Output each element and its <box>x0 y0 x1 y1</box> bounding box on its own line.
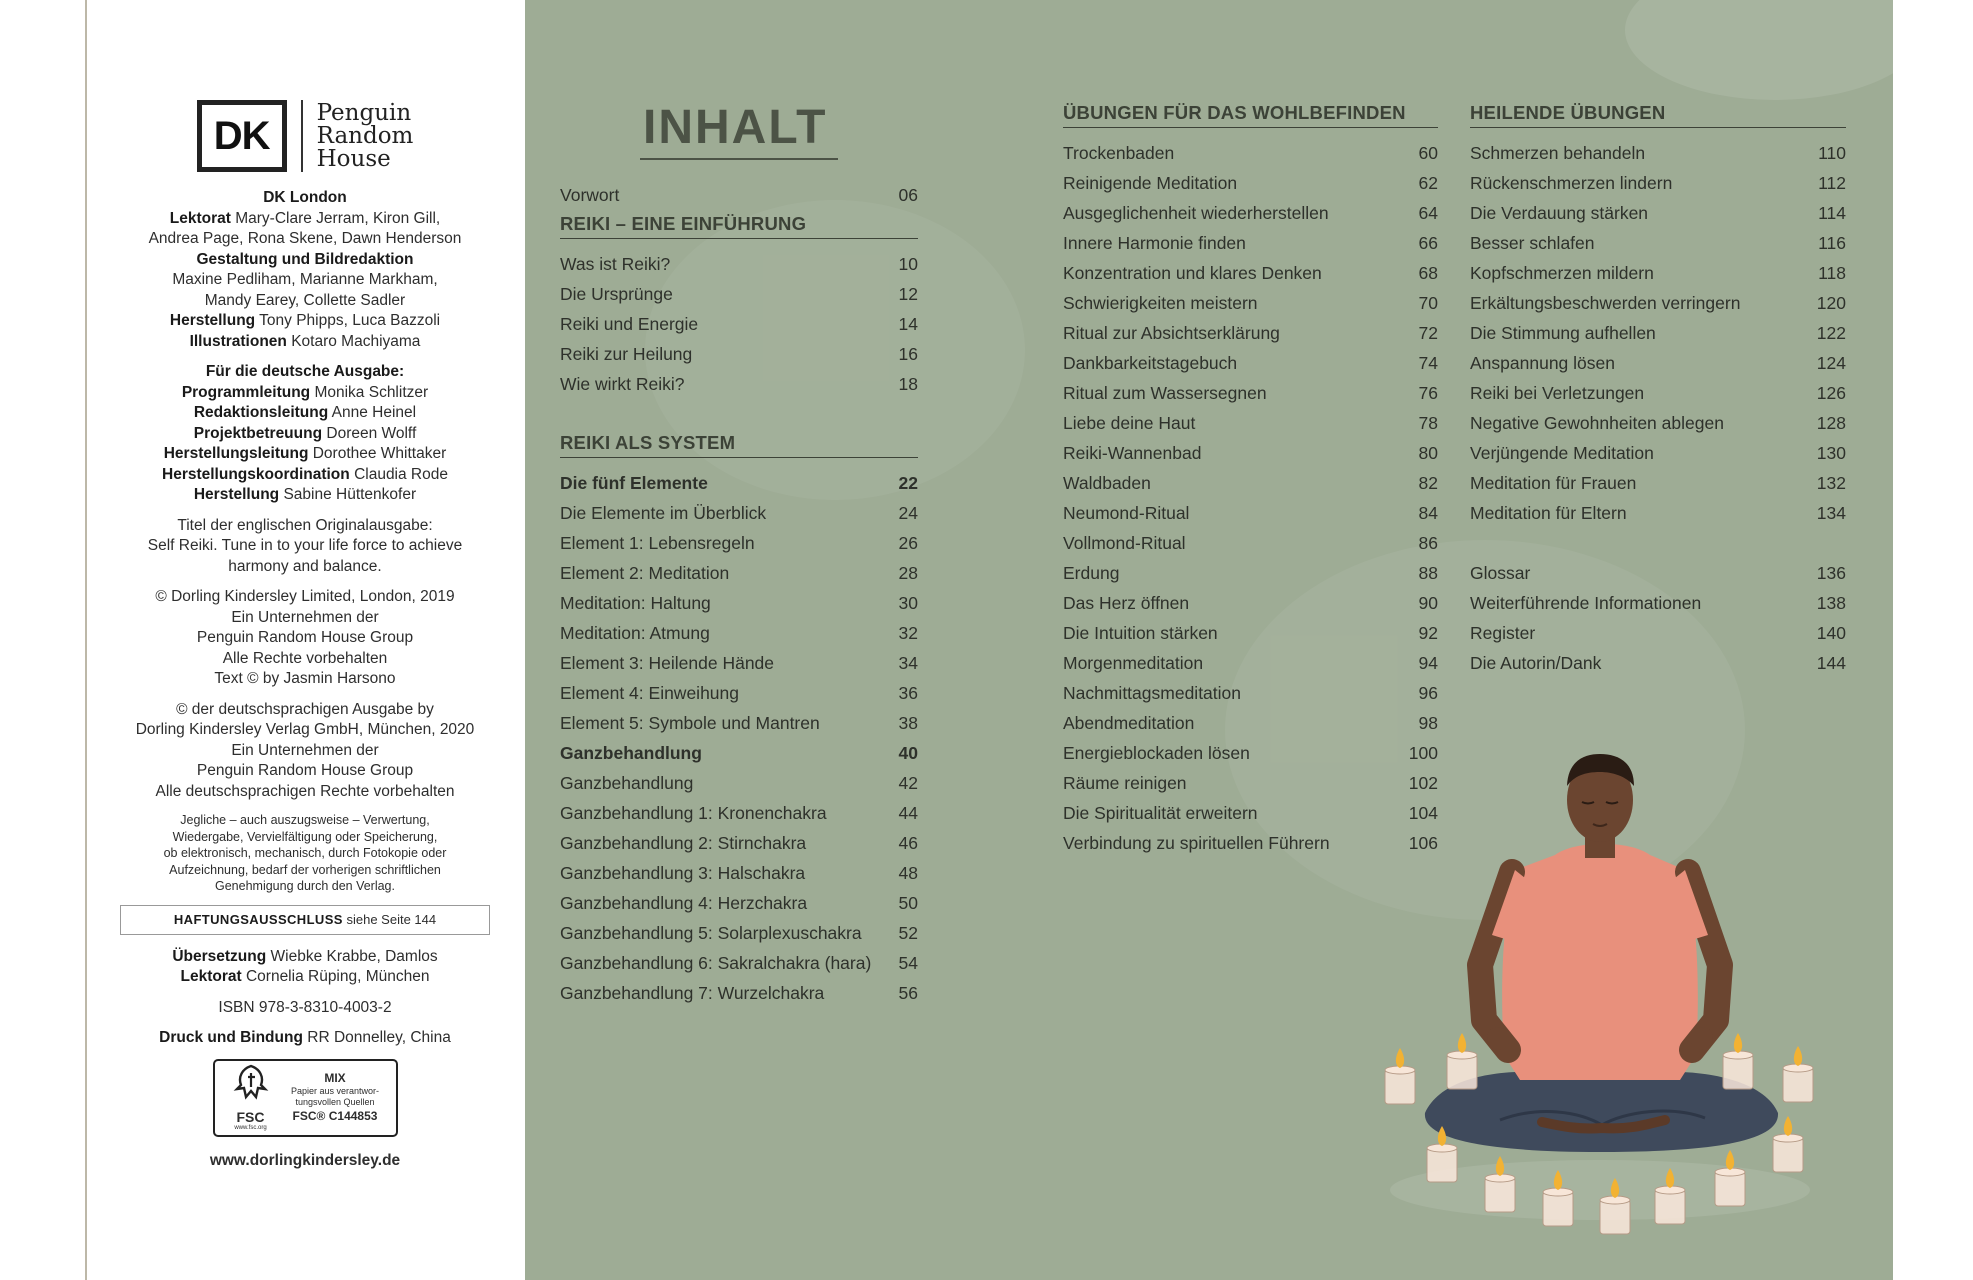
toc-entry-label: Erkältungsbeschwerden verringern <box>1470 293 1741 313</box>
toc-column-1 <box>560 180 918 1008</box>
toc-entry[interactable] <box>1063 468 1438 498</box>
toc-entry-label: Reinigende Meditation <box>1063 173 1238 193</box>
toc-entry[interactable] <box>1470 198 1846 228</box>
toc-entry[interactable] <box>560 948 918 978</box>
toc-entry-page: 104 <box>1408 803 1438 823</box>
toc-entry[interactable] <box>1063 198 1438 228</box>
toc-column-3 <box>1470 99 1846 678</box>
isbn: ISBN 978-3-8310-4003-2 <box>218 998 392 1016</box>
toc-entry-label: Element 2: Meditation <box>560 563 730 583</box>
toc-entry-label: Anspannung lösen <box>1470 353 1615 373</box>
section-heading: ÜBUNGEN FÜR DAS WOHLBEFINDEN <box>1063 99 1438 128</box>
toc-entry-page: 106 <box>1408 833 1438 853</box>
toc-entry-label: Konzentration und klares Denken <box>1063 263 1322 283</box>
toc-entry[interactable] <box>560 858 918 888</box>
fsc-tree-icon: FSC www.fsc.org <box>221 1063 281 1132</box>
imprint-page <box>0 0 525 1280</box>
toc-entry-label: Reiki bei Verletzungen <box>1470 383 1645 403</box>
section-list <box>1470 558 1846 678</box>
toc-entry-label: Die Autorin/Dank <box>1470 653 1602 673</box>
toc-entry-page: 114 <box>1818 203 1846 223</box>
toc-entry-label: Dankbarkeitstagebuch <box>1063 353 1238 373</box>
imprint <box>120 100 490 1181</box>
toc-entry-page: 68 <box>1418 263 1438 283</box>
candle-icon <box>1773 1116 1803 1172</box>
toc-entry-page: 126 <box>1816 383 1846 403</box>
toc-entry-label: Glossar <box>1470 563 1531 583</box>
toc-entry-page: 116 <box>1818 233 1846 253</box>
toc-entry[interactable] <box>560 558 918 588</box>
toc-entry-page: 124 <box>1816 353 1846 373</box>
toc-entry-page: 88 <box>1418 563 1438 583</box>
toc-entry[interactable] <box>1063 618 1438 648</box>
toc-entry[interactable] <box>1470 438 1846 468</box>
toc-entry-label: Nachmittagsmeditation <box>1063 683 1241 703</box>
toc-entry-page: 118 <box>1818 263 1846 283</box>
toc-entry-label: Die Verdauung stärken <box>1470 203 1649 223</box>
toc-entry-page: 138 <box>1816 593 1846 613</box>
toc-entry-page: 144 <box>1816 653 1846 673</box>
toc-entry-page: 140 <box>1816 623 1846 643</box>
toc-entry[interactable] <box>1063 528 1438 558</box>
candle-icon <box>1783 1046 1813 1102</box>
toc-entry-label: Element 1: Lebensregeln <box>560 533 755 553</box>
toc-entry-page: 12 <box>898 284 918 304</box>
toc-entry[interactable] <box>1063 168 1438 198</box>
toc-entry[interactable] <box>560 498 918 528</box>
penguin-random-house-logo: Penguin Random House <box>316 99 414 172</box>
toc-entry[interactable] <box>1063 318 1438 348</box>
toc-entry-page: 16 <box>898 344 918 364</box>
toc-entry-page: 94 <box>1418 653 1438 673</box>
section-heading: REIKI – EINE EINFÜHRUNG <box>560 210 918 239</box>
toc-entry[interactable] <box>1470 138 1846 168</box>
credits-german-edition: Für die deutsche Ausgabe: Programmleitung Monika Schlitzer Redaktionsleitung Anne Heinel Projektbetreuung Doreen Wolff Herstellungsleitung Dorothee Whittaker Herstellungskoordination Claudia Rode Herstellung Sabine Hüttenkofer <box>162 363 448 503</box>
toc-entry-label: Liebe deine Haut <box>1063 413 1196 433</box>
toc-entry[interactable] <box>560 648 918 678</box>
toc-entry-label: Abendmeditation <box>1063 713 1195 733</box>
toc-entry[interactable] <box>1470 588 1846 618</box>
toc-entry-page: 44 <box>898 803 918 823</box>
candle-icon <box>1723 1033 1753 1089</box>
toc-entry-label: Ganzbehandlung 4: Herzchakra <box>560 893 808 913</box>
toc-entry-page: 30 <box>898 593 918 613</box>
toc-entry-label: Was ist Reiki? <box>560 254 671 274</box>
toc-entry-page: 36 <box>898 683 918 703</box>
toc-entry-label: Weiterführende Informationen <box>1470 593 1702 613</box>
toc-entry[interactable] <box>1063 228 1438 258</box>
candle-icon <box>1715 1150 1745 1206</box>
print-credits: Druck und Bindung RR Donnelley, China <box>159 1029 451 1046</box>
toc-entry[interactable] <box>1470 348 1846 378</box>
toc-entry-label: Ganzbehandlung <box>560 743 702 763</box>
toc-entry-page: 26 <box>898 533 918 553</box>
spacer <box>1470 528 1846 558</box>
toc-entry[interactable] <box>1063 378 1438 408</box>
toc-entry-page: 42 <box>898 773 918 793</box>
fsc-label <box>213 1059 398 1137</box>
toc-entry-label: Die Spiritualität erweitern <box>1063 803 1258 823</box>
toc-entry[interactable] <box>560 309 918 339</box>
toc-entry-label: Neumond-Ritual <box>1063 503 1190 523</box>
logo-divider <box>301 100 303 172</box>
toc-entry-page: 102 <box>1408 773 1438 793</box>
toc-entry[interactable] <box>560 768 918 798</box>
toc-entry[interactable] <box>560 738 918 768</box>
toc-entry-label: Meditation: Atmung <box>560 623 710 643</box>
copyright-english: © Dorling Kindersley Limited, London, 2019 Ein Unternehmen der Penguin Random House Group Alle Rechte vorbehalten Text © by Jasmin Harsono <box>155 588 455 687</box>
toc-entry-label: Ritual zum Wassersegnen <box>1063 383 1267 403</box>
toc-entry[interactable] <box>1470 378 1846 408</box>
toc-entry[interactable] <box>1470 648 1846 678</box>
title-underline <box>640 158 838 160</box>
toc-entry-label: Ausgeglichenheit wiederherstellen <box>1063 203 1329 223</box>
toc-entry[interactable] <box>1063 678 1438 708</box>
toc-entry-page: 46 <box>898 833 918 853</box>
section-heading: REIKI ALS SYSTEM <box>560 429 918 458</box>
toc-entry-page: 134 <box>1816 503 1846 523</box>
toc-entry-page: 10 <box>898 254 918 274</box>
original-title: Titel der englischen Originalausgabe: Self Reiki. Tune in to your life force to achieve harmony and balance. <box>147 516 463 575</box>
toc-entry-page: 92 <box>1418 623 1438 643</box>
publisher-logo <box>120 100 490 172</box>
toc-entry-page: 98 <box>1418 713 1438 733</box>
paper-texture <box>1625 0 1893 100</box>
toc-entry[interactable] <box>560 798 918 828</box>
page-edge-line <box>85 0 87 1280</box>
toc-entry-page: 06 <box>898 185 918 205</box>
toc-entry[interactable] <box>560 249 918 279</box>
toc-entry-label: Waldbaden <box>1063 473 1151 493</box>
meditation-illustration <box>1380 720 1820 1240</box>
toc-entry[interactable] <box>560 888 918 918</box>
toc-entry-page: 132 <box>1816 473 1846 493</box>
toc-entry-label: Register <box>1470 623 1536 643</box>
toc-entry-label: Räume reinigen <box>1063 773 1187 793</box>
candle-icon <box>1447 1033 1477 1089</box>
toc-entry-label: Die Stimmung aufhellen <box>1470 323 1656 343</box>
toc-entry[interactable] <box>1470 498 1846 528</box>
toc-entry-label: Die Elemente im Überblick <box>560 503 767 523</box>
toc-entry-page: 52 <box>898 923 918 943</box>
toc-entry-page: 18 <box>898 374 918 394</box>
toc-entry-label: Verjüngende Meditation <box>1470 443 1654 463</box>
toc-entry-page: 70 <box>1418 293 1438 313</box>
toc-entry[interactable] <box>1063 648 1438 678</box>
toc-entry-page: 82 <box>1418 473 1438 493</box>
copyright-german: © der deutschsprachigen Ausgabe by Dorling Kindersley Verlag GmbH, München, 2020 Ein Unternehmen der Penguin Random House Group Alle deutschsprachigen Rechte vorbehalten <box>135 700 475 800</box>
toc-entry-page: 64 <box>1418 203 1438 223</box>
candle-icon <box>1655 1168 1685 1224</box>
toc-entry-label: Rückenschmerzen lindern <box>1470 173 1673 193</box>
toc-entry[interactable] <box>560 978 918 1008</box>
spacer <box>560 399 918 429</box>
toc-entry-label: Reiki und Energie <box>560 314 699 334</box>
toc-entry-page: 38 <box>898 713 918 733</box>
website: www.dorlingkindersley.de <box>209 1151 401 1169</box>
toc-entry-label: Morgenmeditation <box>1063 653 1204 673</box>
toc-entry-page: 130 <box>1816 443 1846 463</box>
toc-entry[interactable] <box>560 468 918 498</box>
toc-entry[interactable] <box>1470 408 1846 438</box>
toc-entry[interactable] <box>1470 288 1846 318</box>
toc-entry[interactable] <box>1063 408 1438 438</box>
toc-entry-label: Ganzbehandlung <box>560 773 694 793</box>
toc-entry[interactable] <box>560 369 918 399</box>
toc-entry-label: Kopfschmerzen mildern <box>1470 263 1654 283</box>
toc-entry-label: Innere Harmonie finden <box>1063 233 1246 253</box>
section-list <box>1470 138 1846 528</box>
candles <box>1380 720 1820 1240</box>
toc-entry-page: 136 <box>1816 563 1846 583</box>
toc-entry-label: Element 3: Heilende Hände <box>560 653 775 673</box>
toc-entry[interactable] <box>560 339 918 369</box>
toc-entry[interactable] <box>1063 258 1438 288</box>
toc-entry-label: Die Intuition stärken <box>1063 623 1218 643</box>
toc-entry-label: Schwierigkeiten meistern <box>1063 293 1258 313</box>
toc-entry[interactable] <box>560 918 918 948</box>
toc-entry-label: Vollmond-Ritual <box>1063 533 1186 553</box>
section-list <box>560 468 918 1008</box>
toc-entry-label: Ganzbehandlung 5: Solarplexuschakra <box>560 923 862 943</box>
toc-entry-page: 24 <box>898 503 918 523</box>
toc-entry[interactable] <box>1063 138 1438 168</box>
toc-entry[interactable] <box>1063 438 1438 468</box>
toc-entry-label: Ganzbehandlung 6: Sakralchakra (hara) <box>560 953 872 973</box>
toc-entry-page: 22 <box>898 473 918 493</box>
toc-entry-page: 62 <box>1418 173 1438 193</box>
toc-entry-label: Meditation für Eltern <box>1470 503 1627 523</box>
toc-entry[interactable] <box>1063 288 1438 318</box>
toc-entry-page: 34 <box>898 653 918 673</box>
candle-icon <box>1385 1048 1415 1104</box>
toc-entry-label: Element 5: Symbole und Mantren <box>560 713 820 733</box>
toc-entry-page: 78 <box>1418 413 1438 433</box>
toc-entry-label: Ganzbehandlung 3: Halschakra <box>560 863 806 883</box>
toc-entry-label: Meditation für Frauen <box>1470 473 1637 493</box>
candle-icon <box>1600 1178 1630 1234</box>
toc-entry-page: 90 <box>1418 593 1438 613</box>
toc-entry-page: 110 <box>1818 143 1846 163</box>
toc-entry[interactable] <box>1470 558 1846 588</box>
toc-entry-page: 28 <box>898 563 918 583</box>
toc-entry-label: Ritual zur Absichtserklärung <box>1063 323 1280 343</box>
toc-entry-label: Negative Gewohnheiten ablegen <box>1470 413 1724 433</box>
toc-entry-label: Das Herz öffnen <box>1063 593 1190 613</box>
toc-entry[interactable] <box>560 588 918 618</box>
toc-entry[interactable] <box>560 618 918 648</box>
toc-entry-page: 66 <box>1418 233 1438 253</box>
toc-entry-page: 76 <box>1418 383 1438 403</box>
toc-entry[interactable] <box>1063 588 1438 618</box>
toc-entry-label: Ganzbehandlung 1: Kronenchakra <box>560 803 827 823</box>
toc-entry-page: 50 <box>898 893 918 913</box>
page-margin <box>1893 0 1973 1280</box>
toc-entry[interactable] <box>560 180 918 210</box>
legal-notice: Jegliche – auch auszugsweise – Verwertung, Wiedergabe, Vervielfältigung oder Speicherung, ob elektronisch, mechanisch, durch Fotokopie oder Aufzeichnung, bedarf der vorherigen schriftlichen Genehmigung durch den Verlag. <box>163 813 447 893</box>
toc-entry[interactable] <box>560 528 918 558</box>
toc-entry-page: 60 <box>1418 143 1438 163</box>
fsc-text: MIX Papier aus verantwor- tungsvollen Quellen FSC® C144853 <box>290 1071 380 1123</box>
dk-logo: DK <box>197 100 287 172</box>
toc-entry-page: 112 <box>1818 173 1846 193</box>
toc-entry-label: Wie wirkt Reiki? <box>560 374 685 394</box>
toc-entry[interactable] <box>1470 468 1846 498</box>
toc-entry-page: 120 <box>1816 293 1846 313</box>
toc-entry-label: Schmerzen behandeln <box>1470 143 1646 163</box>
toc-entry-page: 14 <box>898 314 918 334</box>
toc-title: INHALT <box>643 101 828 154</box>
toc-entry-label: Ganzbehandlung 2: Stirnchakra <box>560 833 807 853</box>
toc-entry[interactable] <box>560 279 918 309</box>
toc-entry-page: 48 <box>898 863 918 883</box>
toc-entry[interactable] <box>560 708 918 738</box>
toc-entry-label: Ganzbehandlung 7: Wurzelchakra <box>560 983 825 1003</box>
toc-entry[interactable] <box>1470 228 1846 258</box>
toc-entry-label: Trockenbaden <box>1063 143 1175 163</box>
toc-entry-page: 32 <box>898 623 918 643</box>
toc-entry-label: Die Ursprünge <box>560 284 673 304</box>
toc-entry-page: 122 <box>1816 323 1846 343</box>
toc-entry-page: 84 <box>1418 503 1438 523</box>
toc-entry[interactable] <box>1470 258 1846 288</box>
toc-entry[interactable] <box>1470 618 1846 648</box>
section-heading: HEILENDE ÜBUNGEN <box>1470 99 1846 128</box>
toc-entry-page: 72 <box>1418 323 1438 343</box>
toc-entry[interactable] <box>1063 498 1438 528</box>
toc-entry[interactable] <box>1470 168 1846 198</box>
translation-credits: Übersetzung Wiebke Krabbe, Damlos Lektorat Cornelia Rüping, München <box>172 947 438 985</box>
toc-entry[interactable] <box>560 828 918 858</box>
toc-entry-label: Element 4: Einweihung <box>560 683 739 703</box>
toc-entry-page: 54 <box>898 953 918 973</box>
toc-entry-page: 128 <box>1816 413 1846 433</box>
toc-entry-page: 56 <box>898 983 918 1003</box>
toc-entry-label: Vorwort <box>560 185 620 205</box>
toc-entry-page: 74 <box>1418 353 1438 373</box>
toc-entry[interactable] <box>1063 558 1438 588</box>
toc-entry-label: Reiki zur Heilung <box>560 344 693 364</box>
credits-london: DK London Lektorat Mary-Clare Jerram, Kiron Gill, Andrea Page, Rona Skene, Dawn Henderson Gestaltung und Bildredaktion Maxine Pedliham, Marianne Markham, Mandy Earey, Collette Sadler Herstellung Tony Phipps, Luca Bazzoli Illustrationen Kotaro Machiyama <box>148 189 462 350</box>
toc-entry[interactable] <box>1063 348 1438 378</box>
toc-entry-label: Reiki-Wannenbad <box>1063 443 1202 463</box>
toc-entry-label: Besser schlafen <box>1470 233 1595 253</box>
toc-entry-page: 100 <box>1408 743 1438 763</box>
toc-entry-page: 96 <box>1418 683 1438 703</box>
candle-icon <box>1485 1156 1515 1212</box>
candle-icon <box>1543 1170 1573 1226</box>
toc-entry-label: Energieblockaden lösen <box>1063 743 1250 763</box>
toc-entry[interactable] <box>560 678 918 708</box>
toc-entry-label: Erdung <box>1063 563 1120 583</box>
disclaimer-box: HAFTUNGSAUSSCHLUSS siehe Seite 144 <box>120 905 490 935</box>
candle-icon <box>1427 1126 1457 1182</box>
toc-entry-page: 80 <box>1418 443 1438 463</box>
toc-entry-label: Die fünf Elemente <box>560 473 708 493</box>
toc-entry-page: 40 <box>898 743 918 763</box>
toc-entry-page: 86 <box>1418 533 1438 553</box>
section-list <box>560 249 918 399</box>
toc-entry[interactable] <box>1470 318 1846 348</box>
toc-entry-label: Verbindung zu spirituellen Führern <box>1063 833 1330 853</box>
toc-entry-label: Meditation: Haltung <box>560 593 711 613</box>
